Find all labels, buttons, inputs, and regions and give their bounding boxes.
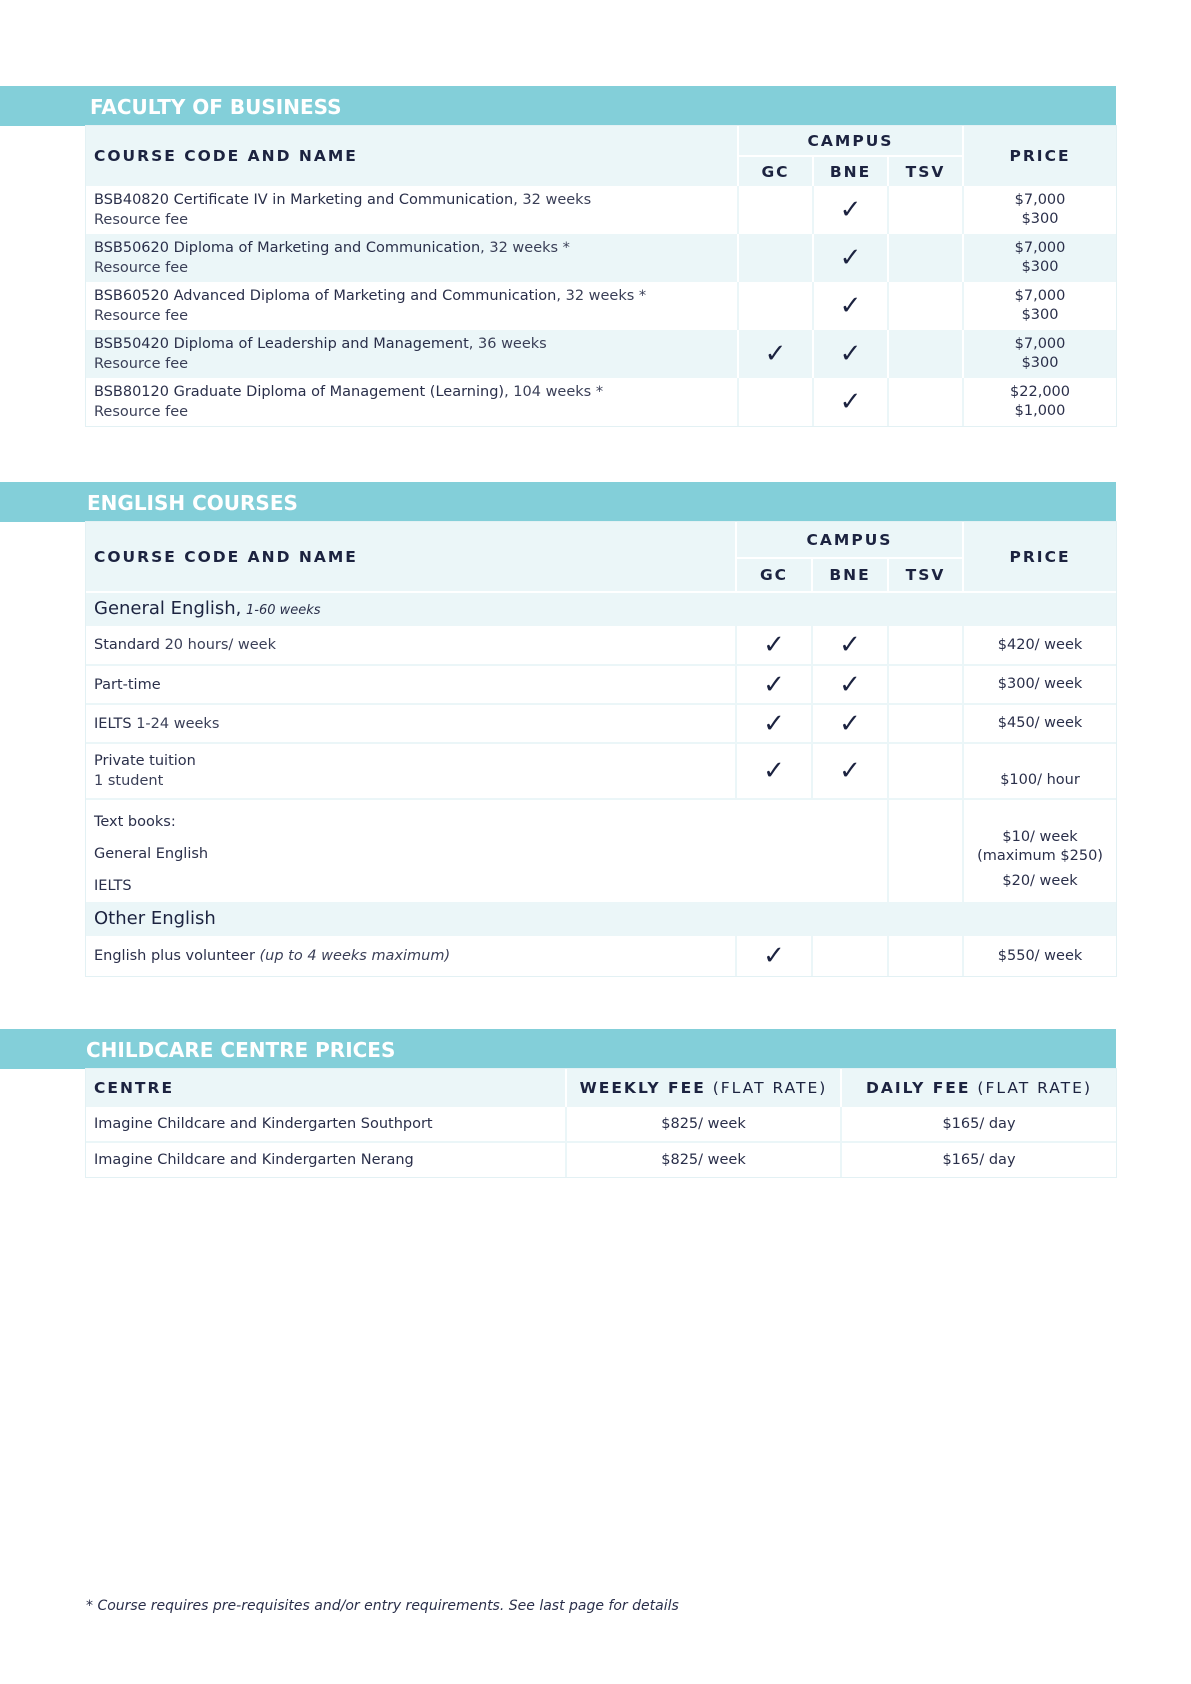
tsv-check: [888, 743, 963, 799]
course-price: $420/ week: [963, 626, 1116, 665]
course-name: BSB40820 Certificate IV in Marketing and Communication: [94, 192, 514, 208]
daily-fee: $165/ day: [841, 1107, 1116, 1142]
gc-check: [738, 282, 813, 330]
resource-fee-label: Resource fee: [94, 308, 189, 324]
childcare-table: [86, 1069, 1116, 1177]
textbooks-label: Text books:: [94, 814, 176, 830]
centre-name: Imagine Childcare and Kindergarten Southport: [94, 1116, 433, 1132]
course-duration: , 32 weeks *: [480, 240, 570, 256]
business-header-course: COURSE CODE AND NAME: [94, 147, 358, 165]
course-detail: 1-24 weeks: [131, 715, 220, 732]
tsv-check: [888, 282, 963, 330]
gc-check: ✓: [736, 936, 812, 976]
tsv-check: [888, 665, 963, 704]
course-price: $100/ hour: [963, 743, 1116, 799]
bne-check: ✓: [813, 234, 888, 282]
english-header-gc: GC: [736, 558, 812, 592]
table-row: [86, 936, 1116, 976]
course-name: IELTS: [94, 715, 132, 732]
table-row: [86, 186, 1116, 234]
business-header-price: PRICE: [963, 126, 1116, 186]
gc-check: [738, 234, 813, 282]
childcare-header-daily: DAILY FEE: [865, 1079, 971, 1097]
course-duration: , 36 weeks: [468, 336, 547, 352]
english-header-price: PRICE: [963, 522, 1116, 592]
bne-check: ✓: [812, 665, 888, 704]
weekly-fee: $825/ week: [566, 1107, 841, 1142]
resource-fee-price: $300: [1021, 259, 1059, 275]
english-header-tsv: TSV: [888, 558, 963, 592]
course-price: $22,000: [1010, 384, 1070, 400]
resource-fee-label: Resource fee: [94, 260, 189, 276]
business-header-campus: CAMPUS: [738, 126, 963, 156]
weekly-fee: $825/ week: [566, 1142, 841, 1177]
table-row: [86, 378, 1116, 426]
course-name: English plus volunteer: [94, 948, 255, 964]
course-name: BSB50420 Diploma of Leadership and Management: [94, 336, 469, 352]
bne-check: [812, 936, 888, 976]
bne-check: ✓: [813, 186, 888, 234]
english-header-bne: BNE: [812, 558, 888, 592]
textbooks-ielts-price: $20/ week: [1002, 873, 1078, 889]
childcare-header-centre: CENTRE: [94, 1079, 175, 1097]
course-note: (up to 4 weeks maximum): [259, 948, 451, 964]
childcare-section-title: CHILDCARE CENTRE PRICES: [86, 1038, 396, 1062]
gc-check: ✓: [736, 704, 812, 743]
business-section-title: FACULTY OF BUSINESS: [90, 95, 342, 119]
table-row: [86, 330, 1116, 378]
course-name: Part-time: [94, 676, 161, 693]
english-header-course: COURSE CODE AND NAME: [94, 547, 358, 566]
general-english-heading-row: [86, 592, 1116, 626]
centre-name: Imagine Childcare and Kindergarten Nerang: [94, 1152, 414, 1168]
bne-check: ✓: [812, 626, 888, 665]
course-price: $7,000: [1014, 288, 1066, 304]
table-row: [86, 1142, 1116, 1177]
business-header-gc: GC: [738, 156, 813, 186]
general-english-weeks: 1-60 weeks: [245, 602, 321, 618]
gc-check: ✓: [738, 330, 813, 378]
tsv-check: [888, 626, 963, 665]
course-price: $7,000: [1014, 336, 1066, 352]
english-section-banner: [0, 482, 1116, 522]
daily-fee: $165/ day: [841, 1142, 1116, 1177]
resource-fee-price: $300: [1021, 307, 1059, 323]
tsv-check: [888, 186, 963, 234]
table-row: [86, 1107, 1116, 1142]
course-price: $7,000: [1014, 192, 1066, 208]
english-table: [86, 522, 1116, 976]
bne-check: ✓: [813, 330, 888, 378]
business-header-bne: BNE: [813, 156, 888, 186]
gc-check: [738, 378, 813, 426]
tsv-check: [888, 330, 963, 378]
childcare-header-weekly-suffix: (FLAT RATE): [705, 1079, 828, 1097]
other-english-heading: Other English: [94, 907, 216, 929]
childcare-section-banner: [0, 1029, 1116, 1069]
bne-check: ✓: [812, 743, 888, 799]
resource-fee-price: $300: [1021, 211, 1059, 227]
course-name: BSB80120 Graduate Diploma of Management (Learning): [94, 384, 505, 400]
gc-check: ✓: [736, 665, 812, 704]
resource-fee-price: $1,000: [1014, 403, 1066, 419]
course-price: $7,000: [1014, 240, 1066, 256]
bne-check: ✓: [813, 378, 888, 426]
business-section-banner: [0, 86, 1116, 126]
course-name: Standard: [94, 637, 160, 653]
table-row: [86, 234, 1116, 282]
course-duration: , 32 weeks: [513, 192, 592, 208]
course-price: $550/ week: [963, 936, 1116, 976]
course-name: BSB50620 Diploma of Marketing and Communication: [94, 240, 481, 256]
tsv-check: [888, 378, 963, 426]
business-header-tsv: TSV: [888, 156, 963, 186]
course-name: BSB60520 Advanced Diploma of Marketing and Communication: [94, 288, 557, 304]
resource-fee-price: $300: [1021, 355, 1059, 371]
resource-fee-label: Resource fee: [94, 212, 189, 228]
textbooks-ielts: IELTS: [94, 878, 132, 894]
course-detail: 20 hours/ week: [159, 637, 276, 653]
gc-check: [738, 186, 813, 234]
textbooks-general-english: General English: [94, 846, 209, 862]
footnote: * Course requires pre-requisites and/or entry requirements. See last page for details: [86, 1598, 679, 1614]
tsv-check: [888, 936, 963, 976]
other-english-heading-row: [86, 902, 1116, 936]
course-duration: , 104 weeks *: [504, 384, 604, 400]
course-detail: 1 student: [94, 773, 164, 789]
table-row: [86, 743, 1116, 799]
gc-check: ✓: [736, 743, 812, 799]
childcare-header-weekly: WEEKLY FEE: [579, 1079, 706, 1097]
course-duration: , 32 weeks *: [556, 288, 647, 304]
course-price: $300/ week: [963, 665, 1116, 704]
english-header-campus: CAMPUS: [736, 522, 963, 558]
bne-check: ✓: [813, 282, 888, 330]
table-row: [86, 626, 1116, 665]
english-section-title: ENGLISH COURSES: [87, 491, 298, 515]
general-english-heading: General English,: [94, 597, 242, 619]
course-price: $450/ week: [963, 704, 1116, 743]
textbooks-general-max: (maximum $250): [977, 848, 1103, 864]
tsv-check: [888, 234, 963, 282]
textbooks-general-price: $10/ week: [1002, 829, 1078, 845]
bne-check: ✓: [812, 704, 888, 743]
table-row: [86, 665, 1116, 704]
childcare-header-daily-suffix: (FLAT RATE): [970, 1079, 1092, 1097]
resource-fee-label: Resource fee: [94, 356, 189, 372]
table-row: [86, 704, 1116, 743]
gc-check: ✓: [736, 626, 812, 665]
resource-fee-label: Resource fee: [94, 404, 189, 420]
textbooks-row: [86, 799, 1116, 902]
table-row: [86, 282, 1116, 330]
business-table: [86, 126, 1116, 426]
tsv-check: [888, 704, 963, 743]
course-name: Private tuition: [94, 753, 196, 769]
